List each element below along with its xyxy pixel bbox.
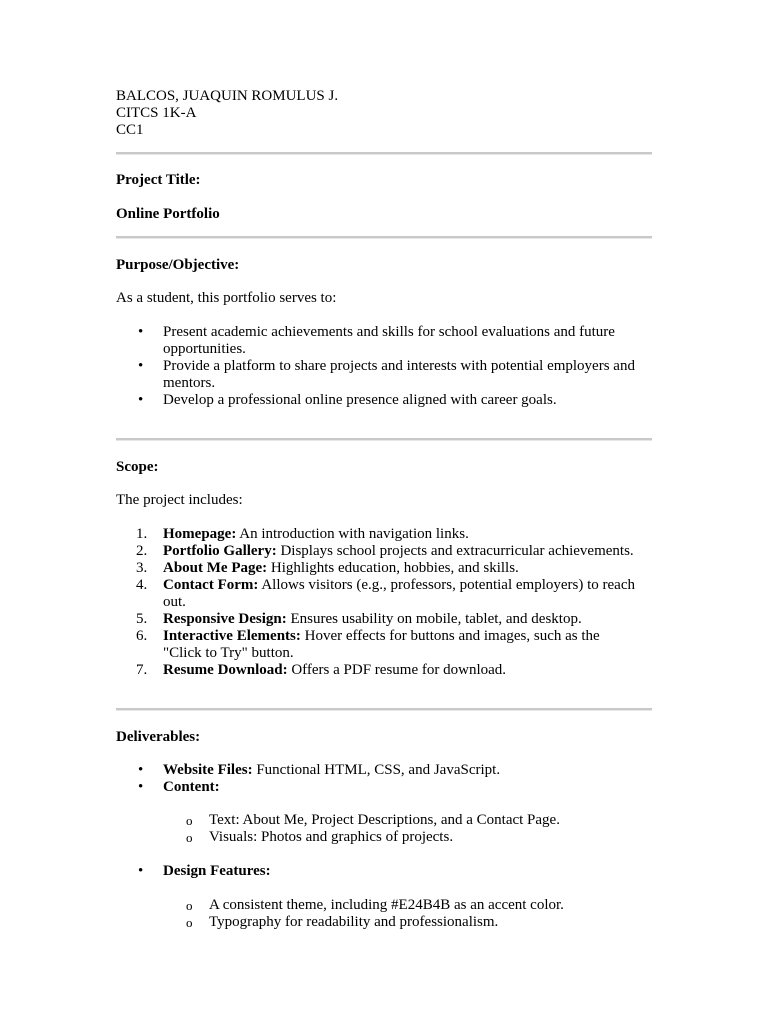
list-item: • Provide a platform to share projects and interests with potential employers and mentors. bbox=[138, 358, 635, 391]
list-item: o Visuals: Photos and graphics of projects. bbox=[186, 829, 454, 845]
divider bbox=[116, 236, 652, 239]
list-item: o Typography for readability and professionalism. bbox=[186, 914, 499, 930]
divider bbox=[116, 152, 652, 155]
list-item: • Design Features: bbox=[138, 863, 271, 879]
bullet-glyph: • bbox=[138, 762, 144, 778]
deliverables-list bbox=[116, 762, 656, 796]
list-item: 2. Portfolio Gallery: Displays school projects and extracurricular achievements. bbox=[136, 543, 634, 559]
list-item: • Develop a professional online presence aligned with career goals. bbox=[138, 392, 557, 408]
bullet-glyph: • bbox=[138, 863, 144, 879]
list-item: • Content: bbox=[138, 779, 220, 795]
design-sublist bbox=[116, 897, 656, 931]
list-item: 4. Contact Form: Allows visitors (e.g., professors, potential employers) to reach out. bbox=[136, 577, 635, 610]
author-name: BALCOS, JUAQUIN ROMULUS J. bbox=[116, 88, 339, 104]
deliverables-heading: Deliverables: bbox=[116, 729, 201, 745]
project-title-heading: Project Title: bbox=[116, 172, 201, 188]
list-item: 6. Interactive Elements: Hover effects for buttons and images, such as the "Click to Try" button. bbox=[136, 628, 600, 661]
list-item: o Text: About Me, Project Descriptions, and a Contact Page. bbox=[186, 812, 560, 828]
scope-intro: The project includes: bbox=[116, 492, 243, 508]
circle-bullet-glyph: o bbox=[186, 830, 193, 845]
circle-bullet-glyph: o bbox=[186, 898, 193, 913]
bullet-glyph: • bbox=[138, 358, 144, 374]
divider bbox=[116, 708, 652, 711]
purpose-intro: As a student, this portfolio serves to: bbox=[116, 290, 337, 306]
circle-bullet-glyph: o bbox=[186, 813, 193, 828]
design-list bbox=[116, 863, 656, 880]
list-item: 5. Responsive Design: Ensures usability on mobile, tablet, and desktop. bbox=[136, 611, 582, 627]
project-title-value: Online Portfolio bbox=[116, 206, 220, 222]
scope-heading: Scope: bbox=[116, 459, 159, 475]
content-sublist bbox=[116, 812, 656, 846]
circle-bullet-glyph: o bbox=[186, 915, 193, 930]
class-section: CITCS 1K-A bbox=[116, 105, 197, 121]
list-item: 1. Homepage: An introduction with navigation links. bbox=[136, 526, 469, 542]
scope-list bbox=[116, 526, 656, 679]
bullet-glyph: • bbox=[138, 324, 144, 340]
divider bbox=[116, 438, 652, 441]
bullet-glyph: • bbox=[138, 392, 144, 408]
author-header bbox=[116, 88, 338, 139]
course-code: CC1 bbox=[116, 122, 144, 138]
list-item: 3. About Me Page: Highlights education, hobbies, and skills. bbox=[136, 560, 519, 576]
list-item: • Website Files: Functional HTML, CSS, and JavaScript. bbox=[138, 762, 501, 778]
list-item: o A consistent theme, including #E24B4B as an accent color. bbox=[186, 897, 564, 913]
bullet-glyph: • bbox=[138, 779, 144, 795]
list-item: 7. Resume Download: Offers a PDF resume for download. bbox=[136, 662, 507, 678]
list-item: • Present academic achievements and skills for school evaluations and future opportunities. bbox=[138, 324, 615, 357]
purpose-list bbox=[116, 324, 656, 409]
purpose-heading: Purpose/Objective: bbox=[116, 257, 240, 273]
